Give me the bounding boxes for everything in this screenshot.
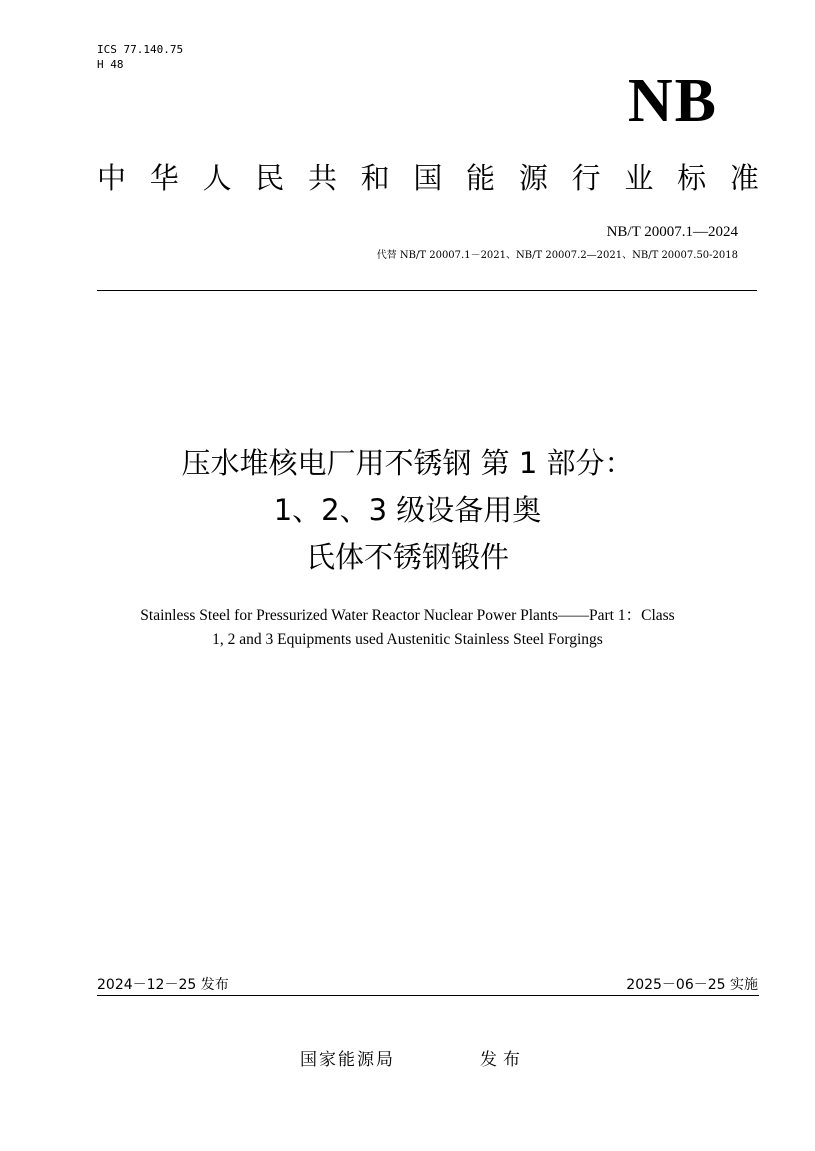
title-char: 业: [624, 161, 654, 195]
issuing-authority: 国家能源局: [300, 1050, 395, 1070]
title-cn-line: 氏体不锈钢锻件: [305, 540, 509, 574]
title-cn-line: 1、2、3 级设备用奥: [273, 493, 542, 527]
standard-category-title: [97, 158, 759, 198]
title-char: 行: [571, 161, 601, 195]
header-divider: [97, 290, 757, 291]
title-char: 标: [677, 161, 707, 195]
implementation-date: 2025－06－25 实施: [626, 977, 758, 993]
date-divider: [97, 995, 759, 996]
title-char: 中: [97, 161, 127, 195]
replaces-note: 代替 NB/T 20007.1－2021、NB/T 20007.2—2021、NB/T 20007.50-2018: [376, 250, 738, 261]
title-char: 和: [360, 161, 390, 195]
standard-number: NB/T 20007.1—2024: [606, 224, 738, 240]
title-char: 民: [255, 161, 285, 195]
document-title-cn: [0, 440, 815, 581]
title-char: 准: [729, 161, 759, 195]
ics-code-block: [97, 42, 183, 72]
ics-code: ICS 77.140.75: [97, 43, 184, 56]
title-char: 共: [307, 161, 337, 195]
title-char: 华: [149, 161, 179, 195]
ccs-code: H 48: [97, 58, 124, 71]
title-en-line: 1, 2 and 3 Equipments used Austenitic Stainless Steel Forgings: [212, 631, 603, 648]
document-title-en: [40, 604, 775, 652]
issuing-action: 发布: [480, 1050, 526, 1070]
title-char: 源: [518, 161, 548, 195]
title-char: 人: [202, 161, 232, 195]
title-char: 国: [413, 161, 443, 195]
nb-logo: NB: [627, 67, 718, 135]
title-en-line: Stainless Steel for Pressurized Water Reactor Nuclear Power Plants——Part 1：Class: [140, 607, 675, 624]
title-cn-line: 压水堆核电厂用不锈钢 第 1 部分：: [181, 446, 634, 480]
issue-date: 2024－12－25 发布: [97, 977, 229, 993]
title-char: 能: [466, 161, 496, 195]
